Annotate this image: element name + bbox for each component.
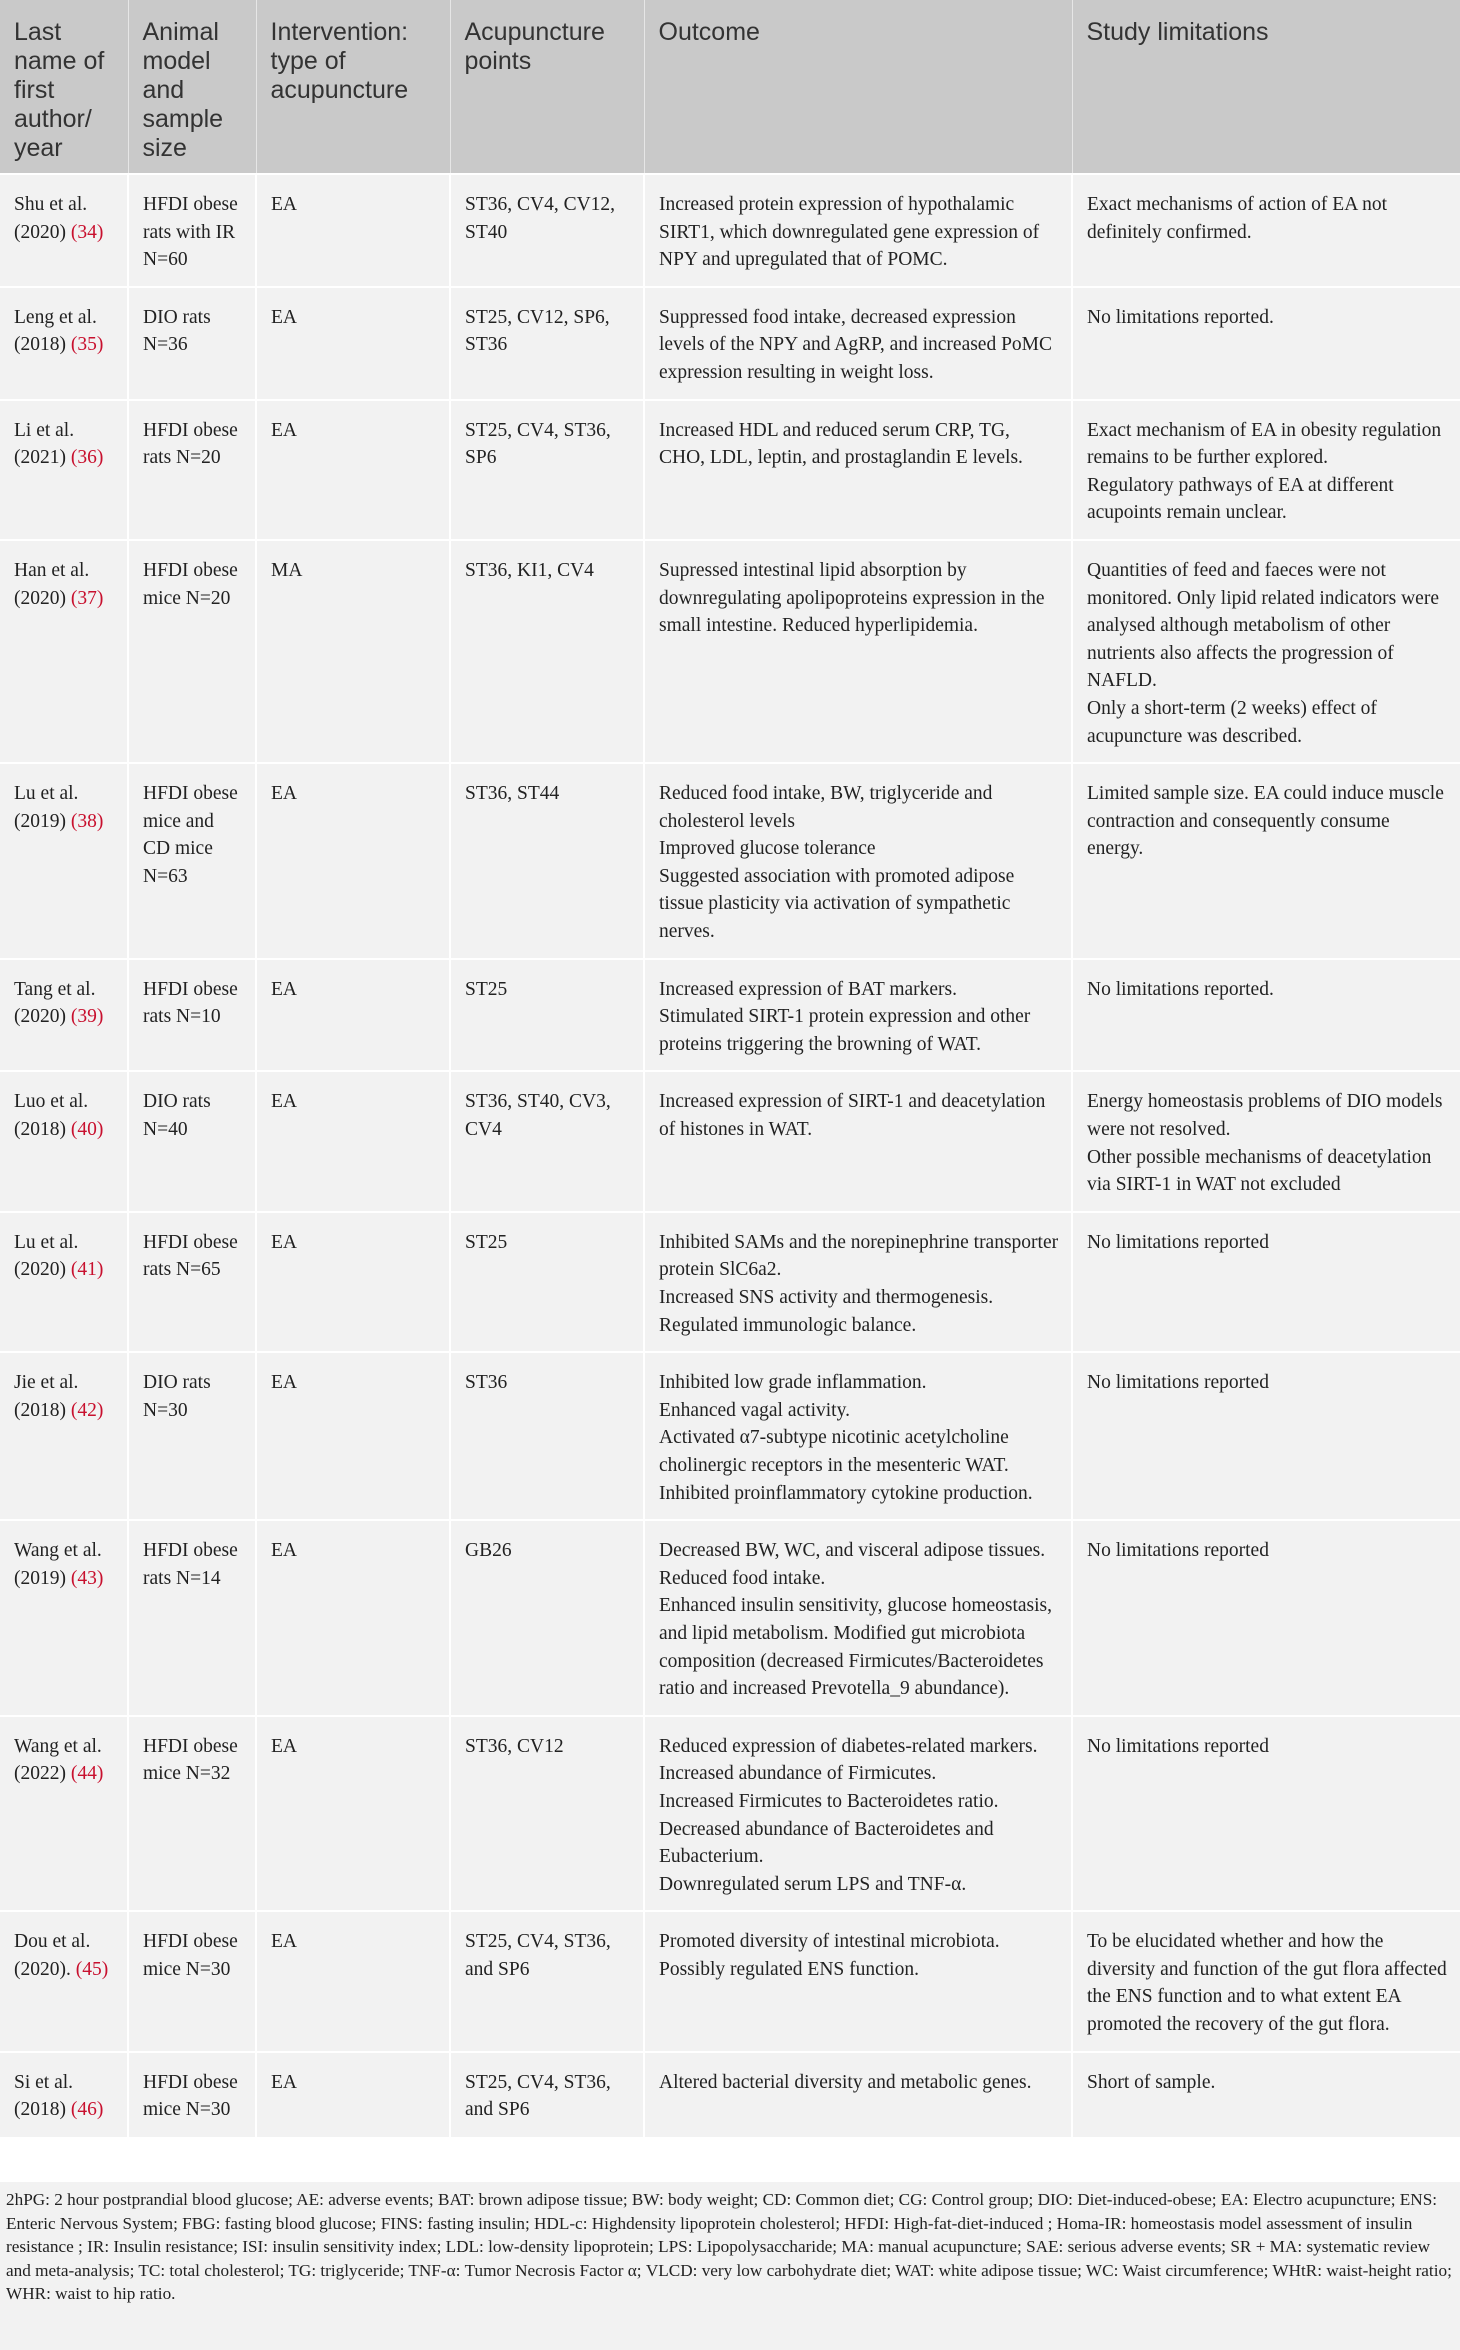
table-row — [0, 2052, 1460, 2137]
cell-intervention: EA — [256, 1071, 450, 1211]
cell-intervention: EA — [256, 763, 450, 959]
reference-link[interactable]: (44) — [70, 1763, 104, 1785]
outcome-line: Increased HDL and reduced serum CRP, TG, CHO, LDL, leptin, and prostaglandin E levels. — [659, 419, 1023, 469]
reference-link[interactable]: (34) — [70, 221, 104, 243]
outcome-line: Inhibited low grade inflammation. — [659, 1372, 927, 1394]
author-text: Shu et al. (2020) — [14, 194, 88, 243]
limitation-line: No limitations reported — [1087, 1540, 1269, 1562]
cell-animal-model: HFDI obese mice and CD mice N=63 — [128, 763, 256, 959]
cell-intervention: EA — [256, 287, 450, 400]
cell-intervention: EA — [256, 1212, 450, 1352]
outcome-line: Increased protein expression of hypothalamic SIRT1, which downregulated gene expression of NPY and upregulated that of POMC. — [659, 194, 1040, 271]
reference-link[interactable]: (38) — [70, 810, 104, 832]
cell-animal-model: DIO rats N=40 — [128, 1071, 256, 1211]
limitation-line: No limitations reported — [1087, 1372, 1269, 1394]
header-animal-model: Animal model and sample size — [128, 0, 256, 174]
cell-outcome — [644, 2052, 1072, 2137]
limitation-line: No limitations reported — [1087, 1231, 1269, 1253]
cell-animal-model: HFDI obese rats N=20 — [128, 400, 256, 540]
limitation-line: Limited sample size. EA could induce muscle contraction and consequently consume energy. — [1087, 783, 1444, 860]
header-author: Last name of first author/ year — [0, 0, 128, 174]
table-row — [0, 1520, 1460, 1716]
cell-limitations — [1072, 1212, 1460, 1352]
cell-outcome — [644, 1352, 1072, 1520]
author-text: Si et al. (2018) — [14, 2071, 74, 2121]
outcome-line: Stimulated SIRT-1 protein expression and other proteins triggering the browning of WAT. — [659, 1006, 1031, 1055]
cell-points: ST25, CV12, SP6, ST36 — [450, 287, 644, 400]
cell-outcome — [644, 1911, 1072, 2051]
cell-author — [0, 1212, 128, 1352]
cell-author — [0, 2052, 128, 2137]
cell-intervention: EA — [256, 1911, 450, 2051]
outcome-line: Inhibited SAMs and the norepinephrine transporter protein SlC6a2. — [659, 1231, 1059, 1281]
outcome-line: Increased expression of SIRT-1 and deacetylation of histones in WAT. — [659, 1091, 1046, 1141]
cell-outcome — [644, 287, 1072, 400]
cell-outcome — [644, 540, 1072, 763]
cell-intervention: EA — [256, 959, 450, 1072]
cell-points: GB26 — [450, 1520, 644, 1716]
table-row — [0, 1071, 1460, 1211]
cell-author — [0, 540, 128, 763]
cell-points: ST36, CV4, CV12, ST40 — [450, 174, 644, 287]
reference-link[interactable]: (42) — [70, 1399, 104, 1421]
cell-animal-model: DIO rats N=36 — [128, 287, 256, 400]
cell-points: ST36, CV12 — [450, 1716, 644, 1912]
cell-intervention: MA — [256, 540, 450, 763]
outcome-line: Suggested association with promoted adipose tissue plasticity via activation of sympathetic nerves. — [659, 865, 1015, 943]
table-footnote: 2hPG: 2 hour postprandial blood glucose; AE: adverse events; BAT: brown adipose tissue; BW: body weight; CD: Common diet; CG: Control group; DIO: Diet-induced-obese; EA: Electro acupuncture; ENS: Enteric Nervous System; FBG: fasting blood glucose; FINS: fasting insulin; HDL-c: Highdensity lipoprotein cholesterol; HFDI: High-fat-diet-induced ; Homa-IR: homeostasis model assessment of insulin resistance ; IR: Insulin resistance; ISI: insulin sensitivity index; LDL: low-density lipoprotein; LPS: Lipopolysaccharide; MA: manual acupuncture; SAE: serious adverse events; SR + MA: systematic review and meta-analysis; TC: total cholesterol; TG: triglyceride; TNF-α: Tumor Necrosis Factor α; VLCD: very low carbohydrate diet; WAT: white adipose tissue; WC: Waist circumference; WHtR: waist-height ratio; WHR: waist to hip ratio. — [0, 2182, 1460, 2350]
cell-outcome — [644, 1071, 1072, 1211]
limitation-line: No limitations reported. — [1087, 978, 1274, 1000]
cell-intervention: EA — [256, 1716, 450, 1912]
table-header — [0, 0, 1460, 174]
limitation-line: No limitations reported — [1087, 1735, 1269, 1757]
cell-author — [0, 287, 128, 400]
cell-points: ST36, ST40, CV3, CV4 — [450, 1071, 644, 1211]
outcome-line: Increased Firmicutes to Bacteroidetes ratio. — [659, 1790, 999, 1812]
outcome-line: Decreased abundance of Bacteroidetes and Eubacterium. — [659, 1818, 994, 1868]
cell-intervention: EA — [256, 1352, 450, 1520]
cell-points: ST25 — [450, 959, 644, 1072]
outcome-line: Regulated immunologic balance. — [659, 1314, 917, 1336]
cell-animal-model: HFDI obese mice N=32 — [128, 1716, 256, 1912]
limitation-line: Quantities of feed and faeces were not monitored. Only lipid related indicators were analysed although metabolism of other nutrients also affects the progression of NAFLD. — [1087, 559, 1439, 692]
cell-author — [0, 1071, 128, 1211]
reference-link[interactable]: (39) — [70, 1006, 104, 1028]
limitation-line: Exact mechanism of EA in obesity regulation remains to be further explored. — [1087, 419, 1442, 469]
cell-points: ST25 — [450, 1212, 644, 1352]
outcome-line: Increased SNS activity and thermogenesis. — [659, 1287, 994, 1308]
cell-points: ST36, ST44 — [450, 763, 644, 959]
table-row — [0, 540, 1460, 763]
cell-author — [0, 174, 128, 287]
cell-author — [0, 959, 128, 1072]
cell-limitations — [1072, 1911, 1460, 2051]
cell-animal-model: HFDI obese mice N=20 — [128, 540, 256, 763]
cell-outcome — [644, 959, 1072, 1072]
outcome-line: Reduced expression of diabetes-related markers. — [659, 1735, 1038, 1757]
reference-link[interactable]: (36) — [70, 447, 104, 469]
outcome-line: Enhanced insulin sensitivity, glucose homeostasis, and lipid metabolism. Modified gut microbiota composition (decreased Firmicutes/Bacteroidetes ratio and increased Prevotella_9 abundance). — [659, 1595, 1053, 1700]
cell-intervention: EA — [256, 400, 450, 540]
outcome-line: Reduced food intake, BW, triglyceride and cholesterol levels — [659, 783, 993, 832]
reference-link[interactable]: (43) — [70, 1567, 104, 1589]
limitation-line: Energy homeostasis problems of DIO models were not resolved. — [1087, 1091, 1443, 1141]
cell-outcome — [644, 1212, 1072, 1352]
reference-link[interactable]: (35) — [70, 334, 104, 356]
outcome-line: Activated α7-subtype nicotinic acetylcholine cholinergic receptors in the mesenteric WAT. — [659, 1427, 1009, 1476]
outcome-line: Supressed intestinal lipid absorption by downregulating apolipoproteins expression in the small intestine. Reduced hyperlipidemia. — [659, 559, 1045, 637]
cell-animal-model: HFDI obese mice N=30 — [128, 2052, 256, 2137]
cell-outcome — [644, 400, 1072, 540]
cell-limitations — [1072, 1520, 1460, 1716]
author-text: Leng et al. (2018) — [14, 306, 97, 356]
table-row — [0, 959, 1460, 1072]
author-text: Han et al. (2020) — [14, 559, 90, 609]
cell-limitations — [1072, 2052, 1460, 2137]
author-text: Wang et al. (2019) — [14, 1540, 102, 1589]
cell-author — [0, 763, 128, 959]
cell-limitations — [1072, 1352, 1460, 1520]
limitation-line: Only a short-term (2 weeks) effect of acupuncture was described. — [1087, 697, 1377, 747]
author-text: Dou et al. (2020). — [14, 1931, 91, 1980]
limitation-line: Exact mechanisms of action of EA not definitely confirmed. — [1087, 194, 1388, 243]
cell-limitations — [1072, 540, 1460, 763]
cell-author — [0, 1520, 128, 1716]
header-points: Acupuncture points — [450, 0, 644, 174]
outcome-line: Enhanced vagal activity. — [659, 1399, 850, 1421]
table-body — [0, 174, 1460, 2137]
cell-limitations — [1072, 1071, 1460, 1211]
header-row — [0, 0, 1460, 174]
header-limitations: Study limitations — [1072, 0, 1460, 174]
author-text: Lu et al. (2020) — [14, 1231, 79, 1281]
cell-author — [0, 1716, 128, 1912]
limitation-line: Short of sample. — [1087, 2071, 1216, 2093]
table-row — [0, 400, 1460, 540]
outcome-line: Promoted diversity of intestinal microbiota. — [659, 1931, 1000, 1953]
outcome-line: Possibly regulated ENS function. — [659, 1958, 919, 1980]
outcome-line: Increased expression of BAT markers. — [659, 978, 958, 1000]
reference-link[interactable]: (46) — [70, 2099, 104, 2121]
cell-author — [0, 400, 128, 540]
table-row — [0, 287, 1460, 400]
author-text: Tang et al. (2020) — [14, 978, 96, 1028]
cell-intervention: EA — [256, 174, 450, 287]
cell-points: ST25, CV4, ST36, SP6 — [450, 400, 644, 540]
outcome-line: Downregulated serum LPS and TNF-α. — [659, 1873, 967, 1895]
cell-author — [0, 1911, 128, 2051]
outcome-line: Suppressed food intake, decreased expression levels of the NPY and AgRP, and increased PoMC expression resulting in weight loss. — [659, 306, 1053, 383]
table-row — [0, 1716, 1460, 1912]
outcome-line: Reduced food intake. — [659, 1567, 826, 1589]
outcome-line: Decreased BW, WC, and visceral adipose tissues. — [659, 1540, 1046, 1562]
cell-points: ST36 — [450, 1352, 644, 1520]
limitation-line: No limitations reported. — [1087, 306, 1274, 328]
cell-points: ST36, KI1, CV4 — [450, 540, 644, 763]
limitation-line: To be elucidated whether and how the diversity and function of the gut flora affected the ENS function and to what extent EA promoted the recovery of the gut flora. — [1087, 1931, 1447, 2036]
cell-limitations — [1072, 400, 1460, 540]
cell-animal-model: HFDI obese mice N=30 — [128, 1911, 256, 2051]
cell-limitations — [1072, 763, 1460, 959]
cell-animal-model: DIO rats N=30 — [128, 1352, 256, 1520]
table-row — [0, 1352, 1460, 1520]
cell-points: ST25, CV4, ST36, and SP6 — [450, 1911, 644, 2051]
table-row — [0, 1911, 1460, 2051]
author-text: Li et al. (2021) — [14, 419, 75, 469]
cell-intervention: EA — [256, 2052, 450, 2137]
cell-limitations — [1072, 959, 1460, 1072]
reference-link[interactable]: (40) — [70, 1119, 104, 1141]
reference-link[interactable]: (41) — [70, 1259, 104, 1281]
table-row — [0, 1212, 1460, 1352]
cell-points: ST25, CV4, ST36, and SP6 — [450, 2052, 644, 2137]
cell-intervention: EA — [256, 1520, 450, 1716]
outcome-line: Increased abundance of Firmicutes. — [659, 1763, 937, 1785]
author-text: Lu et al. (2019) — [14, 783, 79, 832]
cell-limitations — [1072, 174, 1460, 287]
cell-outcome — [644, 763, 1072, 959]
author-text: Jie et al. (2018) — [14, 1372, 79, 1421]
outcome-line: Inhibited proinflammatory cytokine production. — [659, 1482, 1033, 1504]
limitation-line: Other possible mechanisms of deacetylation via SIRT-1 in WAT not excluded — [1087, 1146, 1432, 1196]
table-row — [0, 763, 1460, 959]
cell-animal-model: HFDI obese rats with IR N=60 — [128, 174, 256, 287]
limitation-line: Regulatory pathways of EA at different acupoints remain unclear. — [1087, 474, 1394, 524]
author-text: Luo et al. (2018) — [14, 1091, 89, 1141]
table-row — [0, 174, 1460, 287]
cell-outcome — [644, 174, 1072, 287]
reference-link[interactable]: (45) — [75, 1958, 109, 1980]
cell-outcome — [644, 1716, 1072, 1912]
cell-animal-model: HFDI obese rats N=65 — [128, 1212, 256, 1352]
header-outcome: Outcome — [644, 0, 1072, 174]
header-intervention: Intervention: type of acupuncture — [256, 0, 450, 174]
reference-link[interactable]: (37) — [70, 587, 104, 609]
cell-author — [0, 1352, 128, 1520]
cell-animal-model: HFDI obese rats N=14 — [128, 1520, 256, 1716]
cell-limitations — [1072, 287, 1460, 400]
cell-limitations — [1072, 1716, 1460, 1912]
author-text: Wang et al. (2022) — [14, 1735, 102, 1785]
cell-animal-model: HFDI obese rats N=10 — [128, 959, 256, 1072]
outcome-line: Improved glucose tolerance — [659, 838, 876, 860]
cell-outcome — [644, 1520, 1072, 1716]
outcome-line: Altered bacterial diversity and metabolic genes. — [659, 2071, 1032, 2093]
